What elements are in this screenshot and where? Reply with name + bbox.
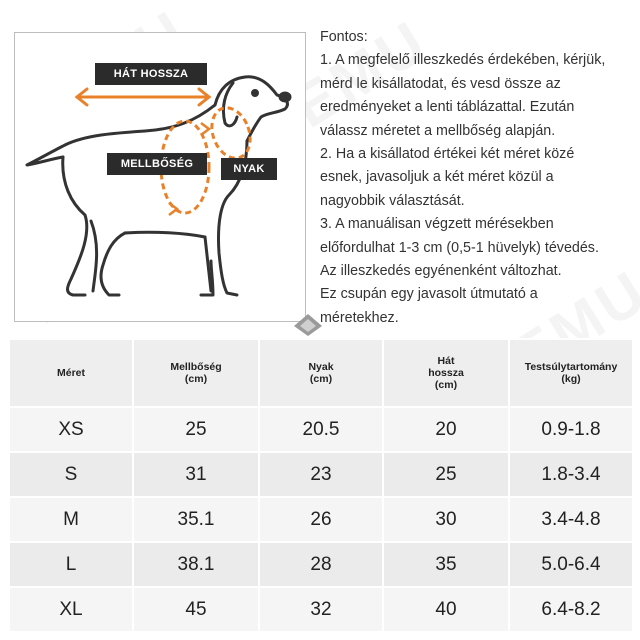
- weight-range-cell: 0.9-1.8: [509, 407, 633, 452]
- column-header-size: Méret: [9, 339, 133, 407]
- chest-cell: 45: [133, 587, 259, 632]
- back-length-cell: 40: [383, 587, 509, 632]
- table-row: [9, 452, 633, 497]
- instruction-line: méretekhez.: [320, 309, 399, 326]
- chest-label: MELLBŐSÉG: [107, 153, 207, 175]
- neck-measurement-loop: [205, 102, 257, 163]
- size-cell: S: [9, 452, 133, 497]
- instruction-line: Az illeszkedés egyénenként változhat.: [320, 263, 562, 280]
- instruction-line: Ez csupán egy javasolt útmutató a: [320, 286, 538, 303]
- instructions-heading: Fontos:: [320, 29, 368, 45]
- neck-cell: 26: [259, 497, 383, 542]
- instruction-line: 1. A megfelelő illeszkedés érdekében, kérjük,: [320, 52, 606, 69]
- dog-silhouette: [27, 77, 290, 295]
- size-chart-table: [8, 338, 634, 633]
- instruction-line: esnek, javasoljuk a két méret közül a: [320, 169, 554, 186]
- chest-cell: 38.1: [133, 542, 259, 587]
- column-header-chest: Mellbőség (cm): [133, 339, 259, 407]
- neck-cell: 28: [259, 542, 383, 587]
- back-length-label: HÁT HOSSZA: [95, 63, 207, 85]
- weight-range-cell: 6.4-8.2: [509, 587, 633, 632]
- sizing-instructions: [320, 26, 638, 330]
- neck-cell: 23: [259, 452, 383, 497]
- brand-logo-icon: [288, 308, 328, 338]
- column-header-weight-range: Testsúlytartomány (kg): [509, 339, 633, 407]
- neck-cell: 20.5: [259, 407, 383, 452]
- size-cell: XL: [9, 587, 133, 632]
- table-row: [9, 407, 633, 452]
- instruction-line: 3. A manuálisan végzett mérésekben: [320, 216, 554, 233]
- chest-cell: 35.1: [133, 497, 259, 542]
- instruction-line: előfordulhat 1-3 cm (0,5-1 hüvelyk) tévedés.: [320, 239, 599, 256]
- instruction-line: eredményeket a lenti táblázattal. Ezután: [320, 99, 575, 116]
- instruction-line: válassz méretet a mellbőség alapján.: [320, 122, 556, 139]
- size-cell: M: [9, 497, 133, 542]
- weight-range-cell: 5.0-6.4: [509, 542, 633, 587]
- chest-cell: 25: [133, 407, 259, 452]
- instruction-line: mérd le kisállatodat, és vesd össze az: [320, 75, 561, 92]
- instruction-line: nagyobbik választását.: [320, 192, 465, 209]
- column-header-back-length: Hát hossza (cm): [383, 339, 509, 407]
- table-row: [9, 542, 633, 587]
- back-length-arrow: [77, 89, 209, 105]
- neck-cell: 32: [259, 587, 383, 632]
- weight-range-cell: 1.8-3.4: [509, 452, 633, 497]
- chest-cell: 31: [133, 452, 259, 497]
- table-row: [9, 497, 633, 542]
- neck-label: NYAK: [221, 158, 277, 180]
- weight-range-cell: 3.4-4.8: [509, 497, 633, 542]
- table-header-row: [9, 339, 633, 407]
- size-cell: XS: [9, 407, 133, 452]
- back-length-cell: 20: [383, 407, 509, 452]
- back-length-cell: 35: [383, 542, 509, 587]
- table-row: [9, 587, 633, 632]
- column-header-neck: Nyak (cm): [259, 339, 383, 407]
- instruction-line: 2. Ha a kisállatod értékei két méret közé: [320, 146, 575, 163]
- size-cell: L: [9, 542, 133, 587]
- back-length-cell: 25: [383, 452, 509, 497]
- dog-measurement-diagram: [14, 32, 306, 322]
- back-length-cell: 30: [383, 497, 509, 542]
